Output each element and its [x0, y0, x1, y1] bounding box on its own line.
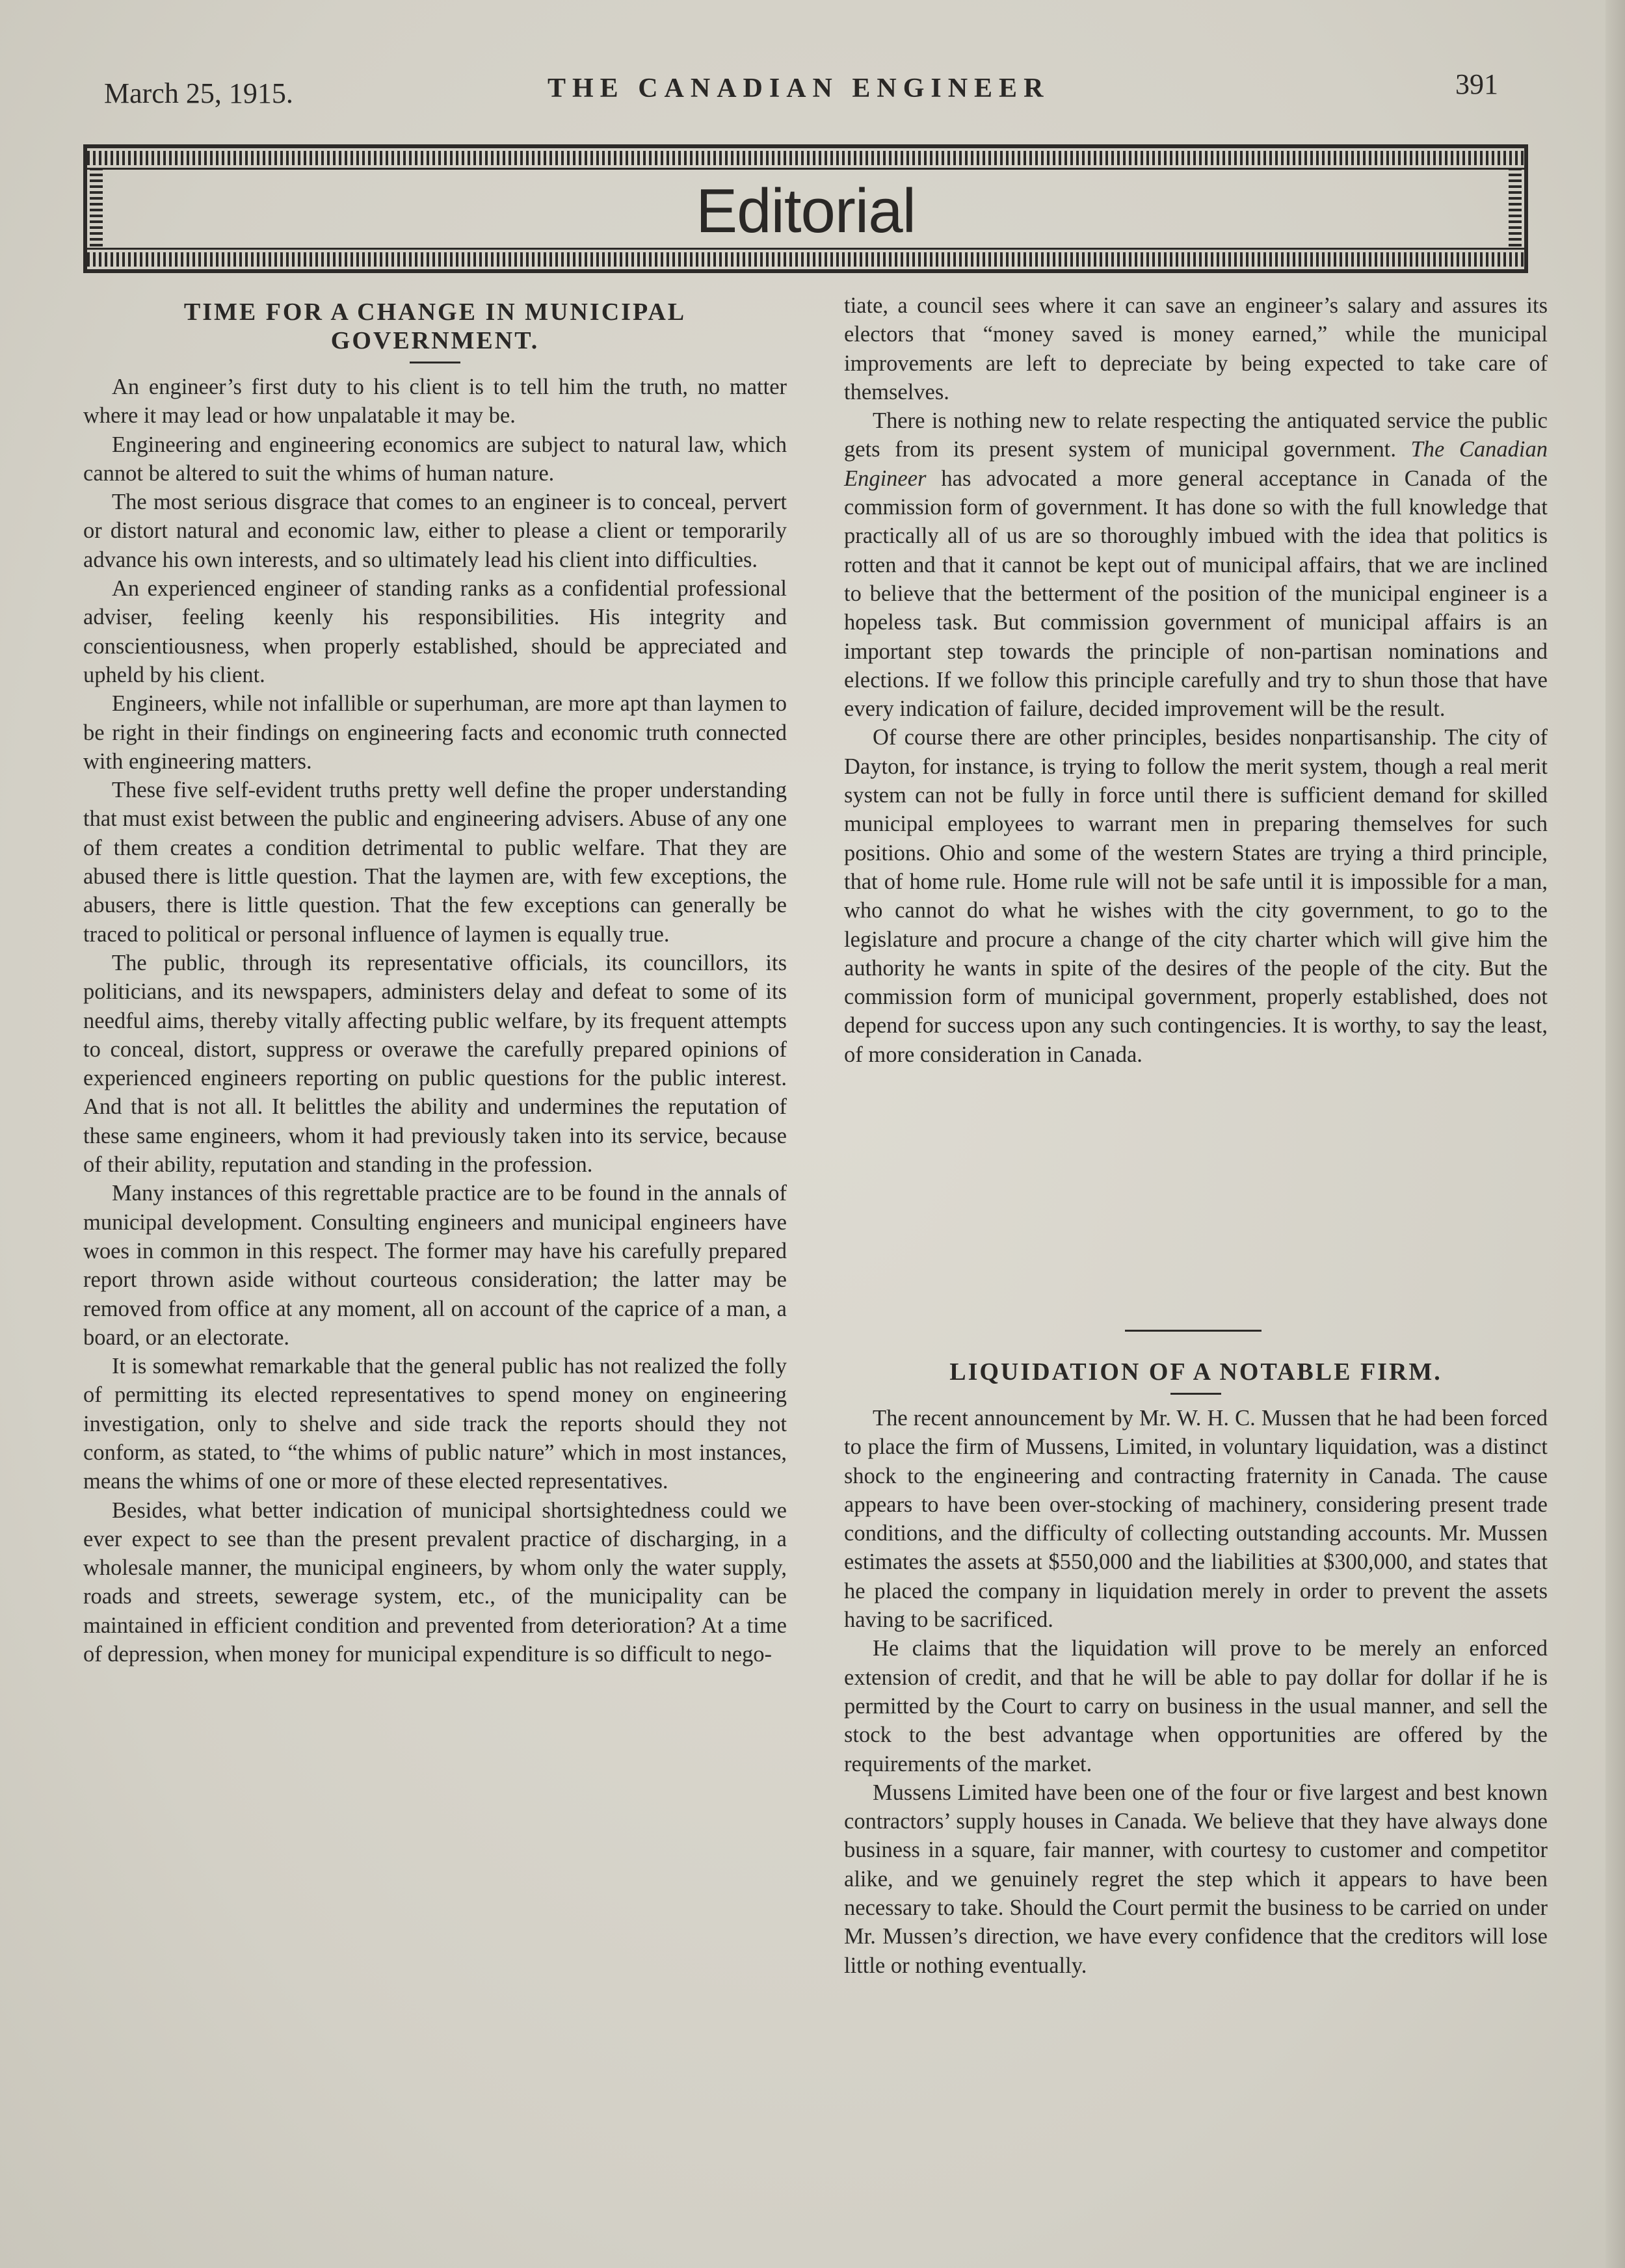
editorial-banner — [83, 144, 1528, 273]
article1-continuation: tiate, a council sees where it can save an engineer’s salary and assures its electors that “money saved is money earned,” while the municipal improvements are left to depreciate by being expected to take care of themselves. — [844, 293, 1548, 404]
article1-paragraph: An engineer’s first duty to his client is to tell him the truth, no matter where it may lead or how unpalatable it may be. — [83, 375, 787, 429]
article1-paragraph: Besides, what better indication of municipal shortsightedness could we ever expect to see than the present prevalent practice of discharging, in a wholesale manner, the municipal engineers, by whom only the water supply, roads and streets, sewerage system, etc., of the municipality can be maintained in efficient condition and prevented from deterioration? At a time of depression, when money for municipal expenditure is so difficult to nego- — [83, 1497, 787, 1667]
journal-name-italic: The Canadian Engineer — [844, 437, 1548, 491]
banner-rule-top — [87, 168, 1524, 170]
article1-paragraph: Engineering and engineering economics are subject to natural law, which cannot be altered to suit the whims of human nature. — [83, 432, 787, 486]
heading-rule — [1170, 1393, 1221, 1395]
running-head-journal: THE CANADIAN ENGINEER — [548, 73, 1050, 103]
article1-heading: TIME FOR A CHANGE IN MUNICIPAL GOVERNMENT. — [183, 298, 687, 354]
banner-rule-bottom — [87, 248, 1524, 250]
article2-paragraph: Mussens Limited have been one of the four or five largest and best known contractors’ supply houses in Canada. We believe that they have always done business in a square, fair manner, with courtesy to customer and competitor alike, and we genuinely regret the step which it appears to have been necessary to take. Should the Court permit the business to be carried on under Mr. Mussen’s direction, we have every confidence that the creditors will lose little or nothing eventually. — [844, 1780, 1548, 1978]
right-column-bottom — [844, 1358, 1548, 1980]
article-separator-rule — [1125, 1330, 1262, 1332]
article1-paragraph: Many instances of this regrettable practice are to be found in the annals of municipal development. Consulting engineers and municipal engineers have woes in common in this respect. The former may have his carefully prepared report thrown aside without courteous consideration; the latter may be removed from office at any moment, all on account of the caprice of a man, a board, or an electorate. — [83, 1181, 787, 1350]
page-edge — [1605, 0, 1625, 2268]
heading-rule — [410, 362, 460, 363]
article1-paragraph: Engineers, while not infallible or superhuman, are more apt than laymen to be right in their findings on engineering facts and economic truth connected with engineering matters. — [83, 691, 787, 774]
right-column-top — [844, 291, 1548, 1069]
banner-title: Editorial — [696, 176, 916, 246]
banner-hatch-top — [87, 151, 1524, 165]
commission-text-b: has advocated a more general acceptance in Canada of the commission form of government. It has done so with the full knowledge that practically all of us are so thoroughly imbued with the idea that politics is rotten and that it cannot be kept out of municipal affairs, that we are inclined to believe that the betterment of the position of the municipal engineer is a hopeless task. But commission government of municipal affairs is an important step towards the principle of non-partisan nominations and elections. If we follow this principle carefully and try to shun those that have every indication of failure, decided improvement will be the result. — [844, 466, 1548, 722]
article2-paragraph: The recent announcement by Mr. W. H. C. Mussen that he had been forced to place the firm of Mussens, Limited, in voluntary liquidation, was a distinct shock to the engineering and contracting fraternity in Canada. The cause appears to have been over-stocking of machinery, considering present trade conditions, and the difficulty of collecting outstanding accounts. Mr. Mussen estimates the assets at $550,000 and the liabilities at $300,000, and states that he placed the company in liquidation merely in order to prevent the assets having to be sacrificed. — [844, 1406, 1548, 1633]
article1-paragraph-dayton: Of course there are other principles, besides nonpartisanship. The city of Dayton, for instance, is trying to follow the merit system, though a real merit system can not be fully in force until there is sufficient demand for skilled municipal employees to warrant men in preparing themselves for such positions. Ohio and some of the western States are trying a third principle, that of home rule. Home rule will not be safe until it is impossible for a man, who cannot do what he wishes with the city government, to go to the legislature and procure a change of the city charter which will give him the authority he wants in spite of the desires of the people of the city. But the commission form of municipal government, properly established, does not depend for success upon any such contingencies. It is worthy, to say the least, of more consideration in Canada. — [844, 725, 1548, 1067]
page-number: 391 — [1455, 68, 1498, 100]
article2-paragraph: He claims that the liquidation will prove to be merely an enforced extension of credit, and that he will be able to pay dollar for dollar if he is permitted by the Court to carry on business in the usual manner, and sell the stock to the best advantage when opportunities are offered by the requirements of the market. — [844, 1636, 1548, 1776]
article1-paragraph: It is somewhat remarkable that the general public has not realized the folly of permitting its elected representatives to spend money on engineering investigation, only to shelve and side track the reports should they not conform, as stated, to “the whims of public nature” which in most instances, means the whims of one or more of these elected representatives. — [83, 1354, 787, 1494]
article1-paragraph-commission — [844, 406, 1548, 723]
left-column — [83, 298, 787, 1668]
article2-heading: LIQUIDATION OF A NOTABLE FIRM. — [949, 1358, 1442, 1386]
commission-text-a: There is nothing new to relate respecting the antiquated service the public gets from its present system of municipal government. — [844, 408, 1548, 462]
banner-hatch-bottom — [87, 252, 1524, 267]
article1-paragraph: The public, through its representative officials, its councillors, its politicians, and its newspapers, administers delay and defeat to some of its needful aims, thereby vitally affecting public welfare, by its frequent attempts to conceal, distort, suppress or overawe the carefully prepared opinions of experienced engineers reporting on public questions for the public interest. And that is not all. It belittles the ability and undermines the reputation of these same engineers, whom it had previously taken into its service, because of their ability, reputation and standing in the profession. — [83, 950, 787, 1178]
article1-paragraph: An experienced engineer of standing ranks as a confidential professional adviser, feeling keenly his responsibilities. His integrity and conscientiousness, when properly established, should be appreciated and upheld by his client. — [83, 576, 787, 687]
article1-paragraph: These five self-evident truths pretty well define the proper understanding that must exist between the public and engineering advisers. Abuse of any one of them creates a condition detrimental to public welfare. That they are abused there is little question. That the laymen are, with few exceptions, the abusers, there is little question. That the few exceptions can generally be traced to political or personal influence of laymen is equally true. — [83, 778, 787, 947]
running-head-date: March 25, 1915. — [104, 77, 293, 109]
article1-paragraph: The most serious disgrace that comes to an engineer is to conceal, pervert or distort natural and economic law, either to please a client or temporarily advance his own interests, and so ultimately lead his client into difficulties. — [83, 490, 787, 572]
